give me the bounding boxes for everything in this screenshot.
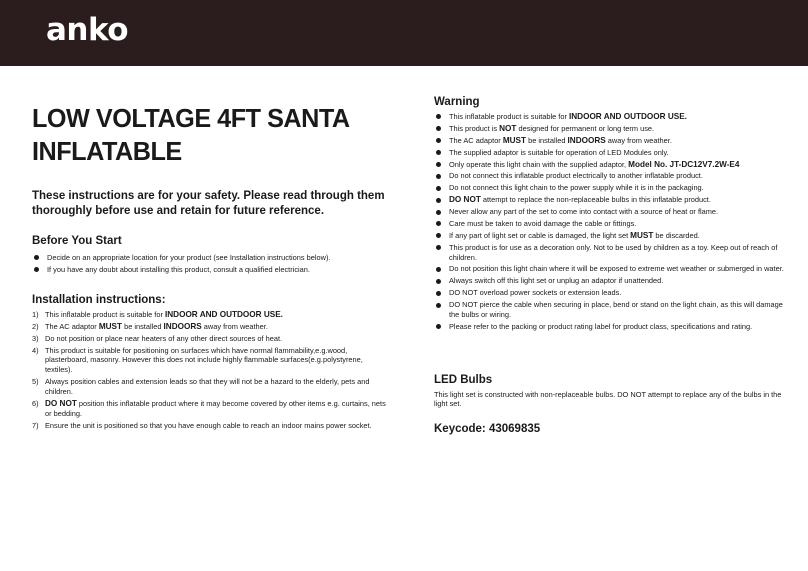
list-item: DO NOT attempt to replace the non-replaceable bulbs in this inflatable product. bbox=[434, 195, 784, 205]
installation-section bbox=[32, 294, 392, 431]
before-you-start-heading: Before You Start bbox=[32, 235, 122, 247]
led-bulbs-heading: LED Bulbs bbox=[434, 373, 493, 386]
led-bulbs-section bbox=[434, 374, 784, 410]
item-number: 4) bbox=[32, 345, 39, 355]
installation-heading: Installation instructions: bbox=[32, 293, 166, 306]
item-number: 2) bbox=[32, 321, 39, 331]
list-item: Do not connect this inflatable product electrically to another inflatable product. bbox=[434, 171, 784, 181]
list-item: This product is for use as a decoration only. Not to be used by children as a toy. Keep out of reach of children. bbox=[434, 243, 784, 263]
item-number: 7) bbox=[32, 420, 39, 430]
list-item: This inflatable product is suitable for INDOOR AND OUTDOOR USE. bbox=[434, 112, 784, 122]
list-item: 3) Do not position or place near heaters of any other direct sources of heat. bbox=[32, 333, 283, 343]
item-number: 1) bbox=[32, 309, 39, 319]
anko-logo: anko bbox=[46, 12, 129, 48]
list-item: 1) This inflatable product is suitable for INDOOR AND OUTDOOR USE. bbox=[32, 309, 283, 319]
list-item: The AC adaptor MUST be installed INDOORS away from weather. bbox=[434, 136, 784, 146]
list-item: Do not connect this light chain to the power supply while it is in the packaging. bbox=[434, 183, 784, 193]
list-item: DO NOT overload power sockets or extension leads. bbox=[434, 288, 784, 298]
list-item: Do not position this light chain where it will be exposed to extreme wet weather or submerged in water. bbox=[434, 264, 784, 274]
list-item: If you have any doubt about installing this product, consult a qualified electrician. bbox=[32, 265, 392, 275]
warning-section bbox=[434, 96, 784, 332]
left-column bbox=[32, 102, 392, 433]
list-item: This product is NOT designed for permanent or long term use. bbox=[434, 124, 784, 134]
right-column bbox=[434, 96, 784, 435]
list-item: DO NOT pierce the cable when securing in place, bend or stand on the light chain, as this will damage the bulbs or wiring. bbox=[434, 300, 784, 320]
before-you-start-list bbox=[32, 253, 392, 275]
list-item: 7) Ensure the unit is positioned so that you have enough cable to reach an indoor mains power socket. bbox=[32, 420, 372, 430]
list-item: 2) The AC adaptor MUST be installed INDOORS away from weather. bbox=[32, 321, 268, 331]
list-item: The supplied adaptor is suitable for operation of LED Modules only. bbox=[434, 148, 784, 158]
warning-heading: Warning bbox=[434, 96, 480, 108]
item-number: 5) bbox=[32, 377, 39, 387]
item-number: 6) bbox=[32, 399, 39, 408]
list-item: Never allow any part of the set to come into contact with a source of heat or flame. bbox=[434, 207, 784, 217]
list-item: 6) DO NOT position this inflatable product where it may become covered by other items e.g. curtains, nets or bedding. bbox=[32, 399, 386, 418]
brand-header bbox=[0, 0, 808, 66]
list-item: Care must be taken to avoid damage the cable or fittings. bbox=[434, 219, 784, 229]
before-you-start-section bbox=[32, 235, 392, 275]
warning-list bbox=[434, 112, 784, 332]
list-item: Only operate this light chain with the supplied adaptor, Model No. JT-DC12V7.2W-E4 bbox=[434, 160, 784, 170]
list-item: Decide on an appropriate location for your product (see Installation instructions below). bbox=[32, 253, 392, 263]
installation-list bbox=[32, 310, 392, 431]
safety-intro: These instructions are for your safety. Please read through them thoroughly before use and retain for future reference. bbox=[32, 190, 385, 217]
list-item: If any part of light set or cable is damaged, the light set MUST be discarded. bbox=[434, 231, 784, 241]
list-item: 4) This product is suitable for positioning on surfaces which have normal flammability,e.g.wood, plasterboard, masonry. However this does not include highly flammable surfaces(e.g.polystyrene, textiles). bbox=[32, 345, 363, 375]
product-title: LOW VOLTAGE 4FT SANTA INFLATABLE bbox=[32, 103, 349, 166]
keycode: Keycode: 43069835 bbox=[434, 423, 541, 436]
item-number: 3) bbox=[32, 333, 39, 343]
list-item: Please refer to the packing or product rating label for product class, specifications and rating. bbox=[434, 322, 784, 332]
list-item: Always switch off this light set or unplug an adaptor if unattended. bbox=[434, 276, 784, 286]
led-bulbs-text: This light set is constructed with non-replaceable bulbs. DO NOT attempt to replace any of the bulbs in the light set. bbox=[434, 389, 782, 409]
list-item: 5) Always position cables and extension leads so that they will not be a hazard to the elderly, pets and children. bbox=[32, 377, 370, 397]
